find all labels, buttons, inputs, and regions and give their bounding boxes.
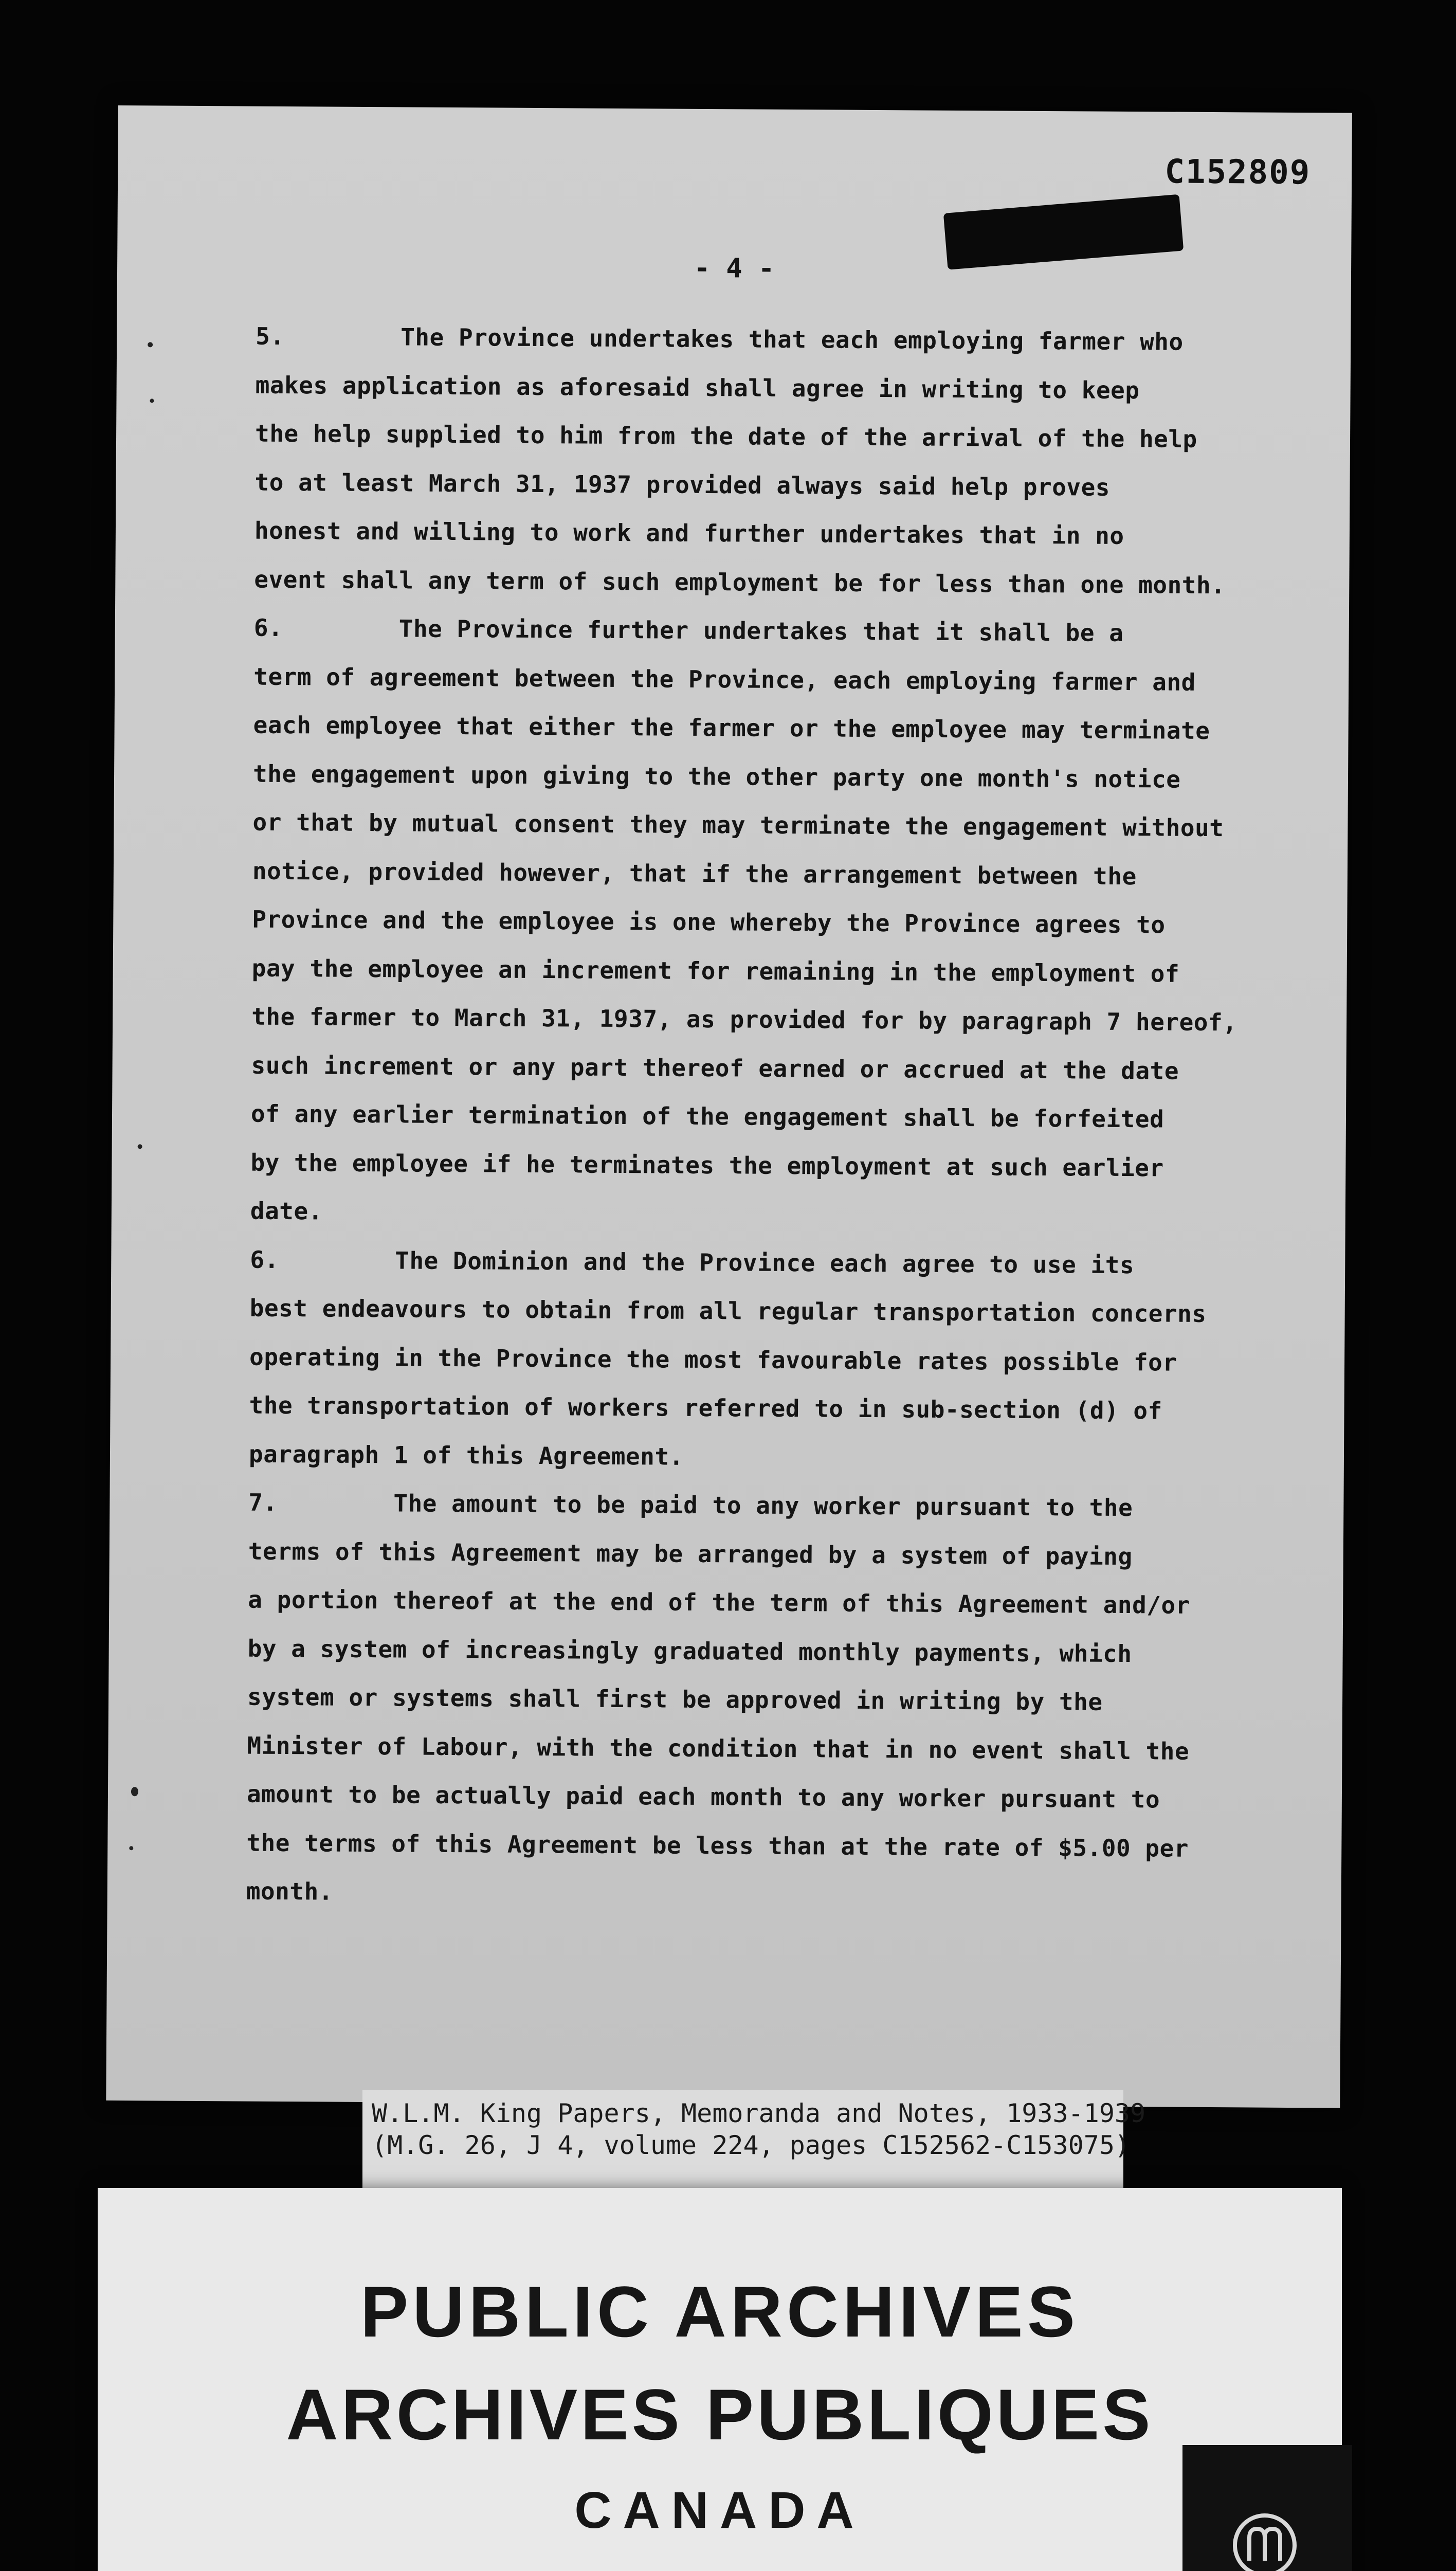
archive-country: CANADA xyxy=(574,2482,865,2539)
archives-logo-icon xyxy=(1229,2509,1301,2571)
text-line: paragraph 1 of this Agreement. xyxy=(248,1440,684,1471)
text-line: by a system of increasingly graduated monthly payments, which xyxy=(247,1634,1132,1668)
text-line: 6. The Dominion and the Province each agree to use its xyxy=(250,1245,1135,1279)
text-line: makes application as aforesaid shall agree in writing to keep xyxy=(255,371,1140,404)
dust-speck xyxy=(129,1846,133,1850)
text-line: 6. The Province further undertakes that it shall be a xyxy=(253,613,1124,647)
dust-speck xyxy=(138,1144,142,1149)
text-line: 7. The amount to be paid to any worker pursuant to the xyxy=(248,1488,1133,1522)
text-line: Minister of Labour, with the condition that in no event shall the xyxy=(247,1731,1190,1765)
text-line: by the employee if he terminates the employment at such earlier xyxy=(250,1148,1164,1182)
text-line: operating in the Province the most favourable rates possible for xyxy=(249,1343,1177,1377)
document-page xyxy=(106,105,1352,2108)
text-line: date. xyxy=(250,1197,323,1225)
text-line: best endeavours to obtain from all regular transportation concerns xyxy=(249,1294,1207,1328)
text-line: the farmer to March 31, 1937, as provided for by paragraph 7 hereof, xyxy=(251,1002,1237,1037)
text-line: of any earlier termination of the engagement shall be forfeited xyxy=(250,1099,1164,1133)
text-line: system or systems shall first be approved in writing by the xyxy=(247,1682,1103,1716)
document-number: C152809 xyxy=(1164,153,1311,192)
text-line: honest and willing to work and further undertakes that in no xyxy=(254,516,1124,550)
text-line: terms of this Agreement may be arranged by a system of paying xyxy=(248,1537,1133,1570)
text-line: the engagement upon giving to the other party one month's notice xyxy=(252,759,1181,793)
archive-title-fr: ARCHIVES PUBLIQUES xyxy=(286,2374,1154,2455)
text-line: to at least March 31, 1937 provided always said help proves xyxy=(254,468,1111,501)
text-line: each employee that either the farmer or the employee may terminate xyxy=(253,711,1210,745)
reference-line-1: W.L.M. King Papers, Memoranda and Notes, 1933-1939 xyxy=(372,2098,1146,2128)
text-line: such increment or any part thereof earned or accrued at the date xyxy=(251,1051,1179,1085)
dust-speck xyxy=(148,342,153,347)
reference-line-2: (M.G. 26, J 4, volume 224, pages C152562-C153075) xyxy=(372,2130,1131,2160)
text-line: 5. The Province undertakes that each employing farmer who xyxy=(256,322,1184,356)
dust-speck xyxy=(150,399,154,403)
text-line: or that by mutual consent they may terminate the engagement without xyxy=(252,808,1224,842)
text-line: the help supplied to him from the date of the arrival of the help xyxy=(254,419,1197,453)
text-line: notice, provided however, that if the arrangement between the xyxy=(252,857,1137,890)
page-number: - 4 - xyxy=(694,252,775,284)
archive-reference-label xyxy=(362,2090,1146,2198)
archive-title-en: PUBLIC ARCHIVES xyxy=(360,2271,1080,2352)
text-line: a portion thereof at the end of the term of this Agreement and/or xyxy=(248,1585,1191,1619)
text-line: pay the employee an increment for remaining in the employment of xyxy=(251,954,1180,988)
text-line: term of agreement between the Province, each employing farmer and xyxy=(253,662,1196,696)
archive-card xyxy=(98,2188,1342,2571)
text-line: amount to be actually paid each month to any worker pursuant to xyxy=(246,1780,1160,1814)
document-body xyxy=(246,312,1315,1922)
text-line: month. xyxy=(246,1877,334,1906)
text-line: Province and the employee is one whereby the Province agrees to xyxy=(252,905,1166,939)
text-line: the transportation of workers referred to in sub-section (d) of xyxy=(249,1391,1162,1425)
dust-speck xyxy=(131,1787,138,1796)
text-line: event shall any term of such employment be for less than one month. xyxy=(254,565,1226,599)
text-line: the terms of this Agreement be less than at the rate of $5.00 per xyxy=(246,1828,1189,1862)
